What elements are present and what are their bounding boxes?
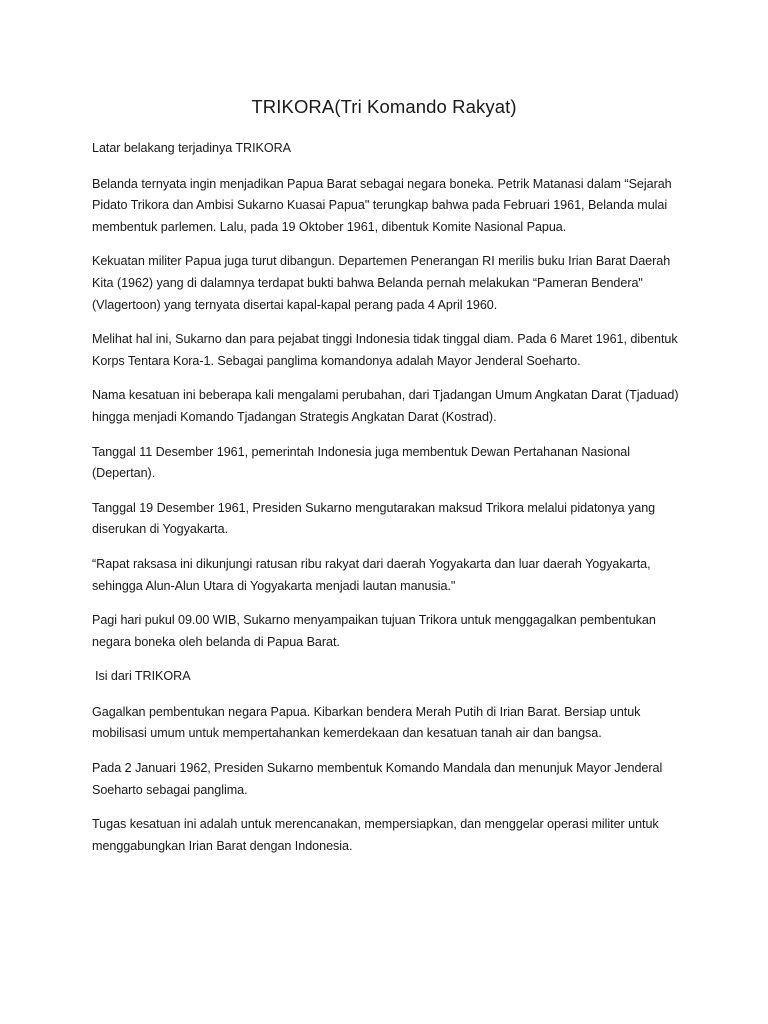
- section-heading-contents: Isi dari TRIKORA: [95, 669, 191, 684]
- paragraph: Tugas kesatuan ini adalah untuk merencanakan, mempersiapkan, dan menggelar operasi militer untuk menggabungkan Irian Barat dengan Indonesia.: [92, 817, 659, 853]
- paragraph: Tanggal 11 Desember 1961, pemerintah Indonesia juga membentuk Dewan Pertahanan Nasional (Depertan).: [92, 444, 630, 481]
- section-heading-background: Latar belakang terjadinya TRIKORA: [92, 141, 292, 155]
- paragraph: Melihat hal ini, Sukarno dan para pejabat tinggi Indonesia tidak tinggal diam. Pada 6 Maret 1961, dibentuk Korps Tentara Kora-1. Sebagai panglima komandonya adalah Mayor Jenderal Soeharto.: [92, 332, 678, 368]
- document-title: TRIKORA(Tri Komando Rakyat): [251, 96, 517, 117]
- paragraph: Kekuatan militer Papua juga turut dibangun. Departemen Penerangan RI merilis buku Irian Barat Daerah Kita (1962) yang di dalamnya terdapat bukti bahwa Belanda pernah melakukan “Pameran Bendera" (Vlagertoon) yang ternyata disertai kapal-kapal perang pada 4 April 1960.: [92, 254, 671, 312]
- paragraph: Belanda ternyata ingin menjadikan Papua Barat sebagai negara boneka. Petrik Matanasi dalam “Sejarah Pidato Trikora dan Ambisi Sukarno Kuasai Papua" terungkap bahwa pada Februari 1961, Belanda mulai membentuk parlemen. Lalu, pada 19 Oktober 1961, dibentuk Komite Nasional Papua.: [92, 176, 672, 234]
- quote-paragraph: “Rapat raksasa ini dikunjungi ratusan ribu rakyat dari daerah Yogyakarta dan luar daerah Yogyakarta, sehingga Alun-Alun Utara di Yogyakarta menjadi lautan manusia.": [92, 556, 651, 593]
- paragraph: Nama kesatuan ini beberapa kali mengalami perubahan, dari Tjadangan Umum Angkatan Darat (Tjaduad) hingga menjadi Komando Tjadangan Strategis Angkatan Darat (Kostrad).: [92, 388, 679, 424]
- document-body: [92, 138, 682, 870]
- paragraph: Pada 2 Januari 1962, Presiden Sukarno membentuk Komando Mandala dan menunjuk Mayor Jenderal Soeharto sebagai panglima.: [92, 761, 663, 797]
- paragraph: Gagalkan pembentukan negara Papua. Kibarkan bendera Merah Putih di Irian Barat. Bersiap untuk mobilisasi umum untuk mempertahankan kemerdekaan dan kesatuan tanah air dan bangsa.: [92, 704, 641, 741]
- paragraph: Pagi hari pukul 09.00 WIB, Sukarno menyampaikan tujuan Trikora untuk menggagalkan pembentukan negara boneka oleh belanda di Papua Barat.: [92, 613, 656, 649]
- paragraph: Tanggal 19 Desember 1961, Presiden Sukarno mengutarakan maksud Trikora melalui pidatonya yang diserukan di Yogyakarta.: [92, 500, 656, 537]
